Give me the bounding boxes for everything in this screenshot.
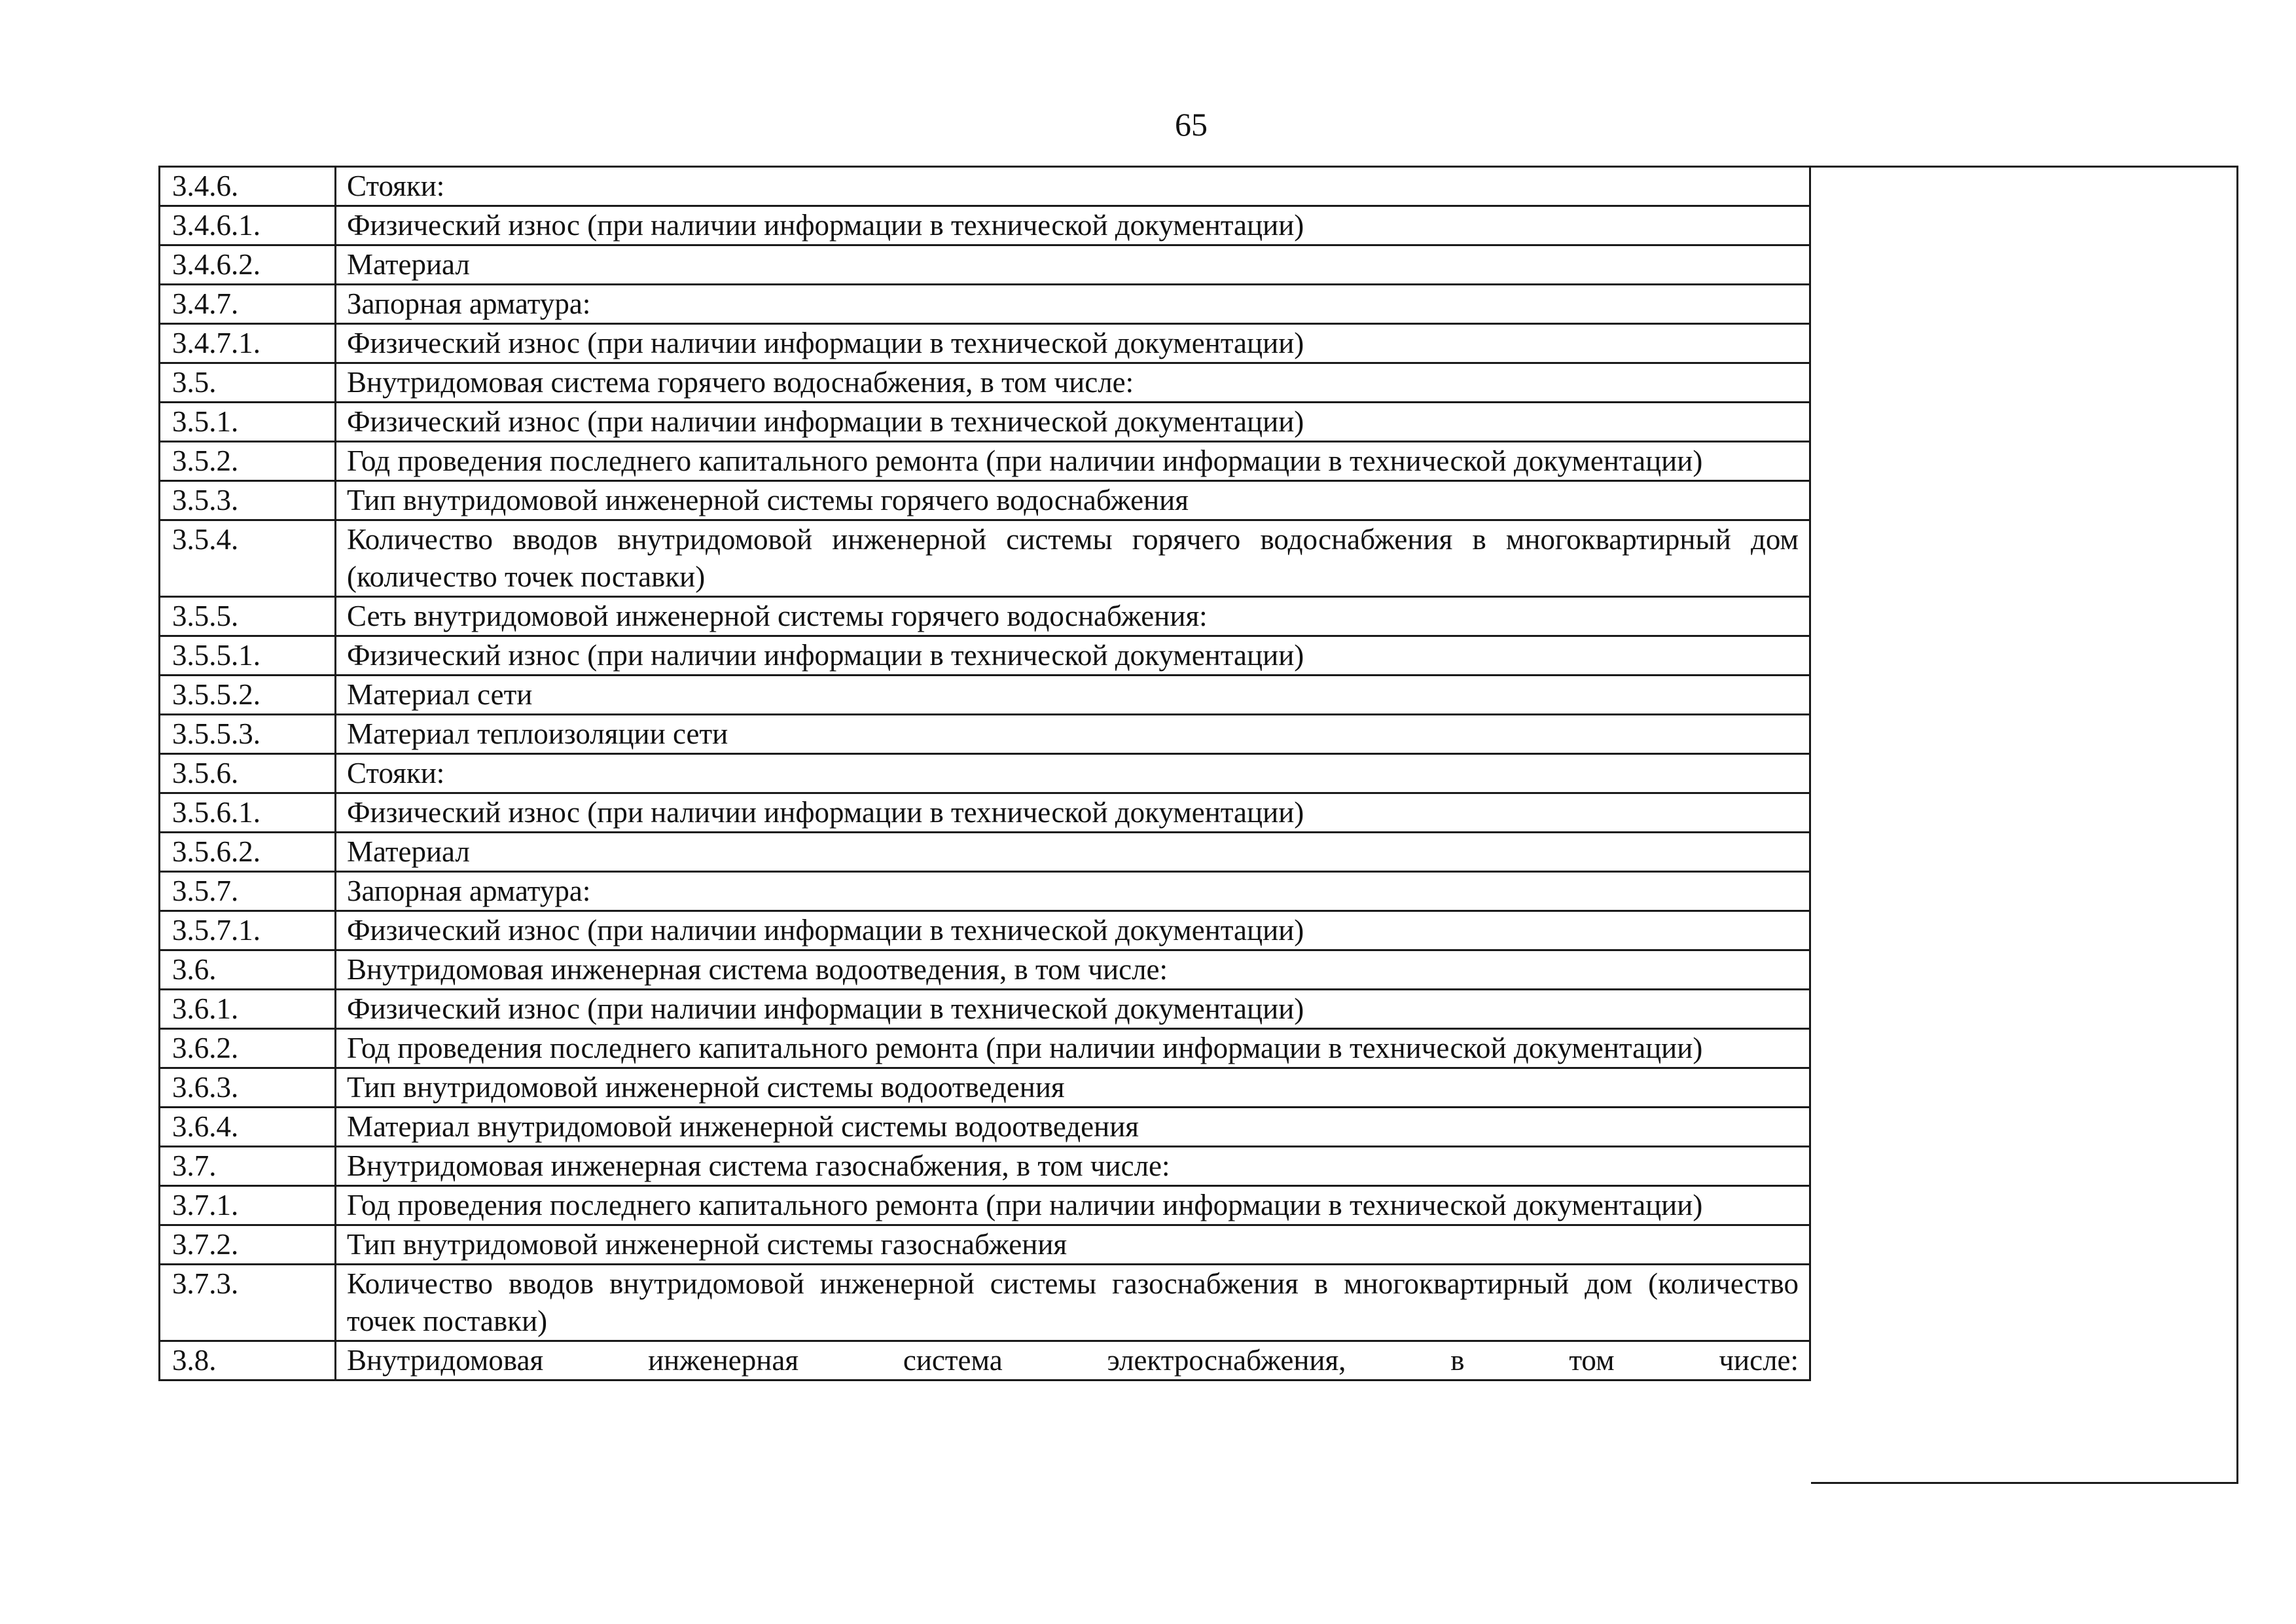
row-number: 3.4.6. xyxy=(160,167,336,206)
document-table xyxy=(158,166,1811,1381)
table-row xyxy=(160,167,1810,206)
table-row xyxy=(160,676,1810,715)
table-row xyxy=(160,442,1810,481)
row-description: Физический износ (при наличии информации в технической документации) xyxy=(336,206,1810,245)
row-description: Физический износ (при наличии информации в технической документации) xyxy=(336,324,1810,363)
row-description: Тип внутридомовой инженерной системы горячего водоснабжения xyxy=(336,481,1810,520)
table-row xyxy=(160,1108,1810,1147)
row-description: Сеть внутридомовой инженерной системы горячего водоснабжения: xyxy=(336,597,1810,636)
row-number: 3.5.7.1. xyxy=(160,911,336,950)
row-description: Год проведения последнего капитального ремонта (при наличии информации в технической документации) xyxy=(336,442,1810,481)
row-description: Количество вводов внутридомовой инженерной системы газоснабжения в многоквартирный дом (количество точек поставки) xyxy=(336,1265,1810,1341)
row-number: 3.5. xyxy=(160,363,336,403)
table-row xyxy=(160,754,1810,793)
row-description: Внутридомовая инженерная система водоотведения, в том числе: xyxy=(336,950,1810,990)
table-row xyxy=(160,715,1810,754)
table-row xyxy=(160,285,1810,324)
row-description: Внутридомовая система горячего водоснабжения, в том числе: xyxy=(336,363,1810,403)
row-number: 3.5.3. xyxy=(160,481,336,520)
row-description: Количество вводов внутридомовой инженерной системы горячего водоснабжения в многоквартирный дом (количество точек поставки) xyxy=(336,520,1810,597)
table-row xyxy=(160,872,1810,911)
table-row xyxy=(160,363,1810,403)
row-number: 3.5.6.1. xyxy=(160,793,336,833)
row-number: 3.4.6.2. xyxy=(160,245,336,285)
table-row xyxy=(160,990,1810,1029)
row-number: 3.7.1. xyxy=(160,1186,336,1225)
table-row xyxy=(160,206,1810,245)
table-body xyxy=(160,167,1810,1380)
table-row xyxy=(160,403,1810,442)
row-description: Запорная арматура: xyxy=(336,872,1810,911)
row-number: 3.5.5.3. xyxy=(160,715,336,754)
row-description: Стояки: xyxy=(336,167,1810,206)
row-number: 3.4.6.1. xyxy=(160,206,336,245)
row-description: Физический износ (при наличии информации в технической документации) xyxy=(336,911,1810,950)
row-description: Материал сети xyxy=(336,676,1810,715)
row-number: 3.7.2. xyxy=(160,1225,336,1265)
row-description: Стояки: xyxy=(336,754,1810,793)
table-row xyxy=(160,1147,1810,1186)
row-number: 3.6. xyxy=(160,950,336,990)
table-row xyxy=(160,1068,1810,1108)
table-row xyxy=(160,245,1810,285)
table-row xyxy=(160,1029,1810,1068)
row-number: 3.6.2. xyxy=(160,1029,336,1068)
table-row xyxy=(160,636,1810,676)
row-number: 3.6.1. xyxy=(160,990,336,1029)
table-row xyxy=(160,1341,1810,1380)
row-number: 3.5.5.2. xyxy=(160,676,336,715)
table-row xyxy=(160,324,1810,363)
row-number: 3.4.7. xyxy=(160,285,336,324)
row-description: Материал внутридомовой инженерной системы водоотведения xyxy=(336,1108,1810,1147)
row-number: 3.5.6. xyxy=(160,754,336,793)
row-number: 3.5.6.2. xyxy=(160,833,336,872)
row-number: 3.8. xyxy=(160,1341,336,1380)
table-row xyxy=(160,833,1810,872)
table-row xyxy=(160,1265,1810,1341)
row-number: 3.5.5. xyxy=(160,597,336,636)
row-number: 3.5.5.1. xyxy=(160,636,336,676)
row-description: Материал xyxy=(336,833,1810,872)
row-description: Физический износ (при наличии информации в технической документации) xyxy=(336,990,1810,1029)
row-number: 3.6.4. xyxy=(160,1108,336,1147)
row-number: 3.5.1. xyxy=(160,403,336,442)
row-description: Материал xyxy=(336,245,1810,285)
row-number: 3.5.2. xyxy=(160,442,336,481)
blank-value-column xyxy=(1811,166,2238,1484)
table-row xyxy=(160,1186,1810,1225)
row-number: 3.5.4. xyxy=(160,520,336,597)
table-row xyxy=(160,520,1810,597)
table-row xyxy=(160,597,1810,636)
table-row xyxy=(160,793,1810,833)
row-description: Год проведения последнего капитального ремонта (при наличии информации в технической документации) xyxy=(336,1186,1810,1225)
table-row xyxy=(160,1225,1810,1265)
row-description: Физический износ (при наличии информации в технической документации) xyxy=(336,636,1810,676)
row-description: Внутридомовая инженерная система электроснабжения, в том числе: xyxy=(336,1341,1810,1380)
row-number: 3.4.7.1. xyxy=(160,324,336,363)
row-description: Год проведения последнего капитального ремонта (при наличии информации в технической документации) xyxy=(336,1029,1810,1068)
row-description: Физический износ (при наличии информации в технической документации) xyxy=(336,403,1810,442)
row-description: Внутридомовая инженерная система газоснабжения, в том числе: xyxy=(336,1147,1810,1186)
table-row xyxy=(160,950,1810,990)
row-description: Физический износ (при наличии информации в технической документации) xyxy=(336,793,1810,833)
row-number: 3.6.3. xyxy=(160,1068,336,1108)
row-number: 3.5.7. xyxy=(160,872,336,911)
table-row xyxy=(160,911,1810,950)
row-description: Тип внутридомовой инженерной системы водоотведения xyxy=(336,1068,1810,1108)
row-description: Запорная арматура: xyxy=(336,285,1810,324)
row-number: 3.7. xyxy=(160,1147,336,1186)
page-number: 65 xyxy=(1175,106,1208,143)
row-description: Тип внутридомовой инженерной системы газоснабжения xyxy=(336,1225,1810,1265)
row-number: 3.7.3. xyxy=(160,1265,336,1341)
table-row xyxy=(160,481,1810,520)
row-description: Материал теплоизоляции сети xyxy=(336,715,1810,754)
